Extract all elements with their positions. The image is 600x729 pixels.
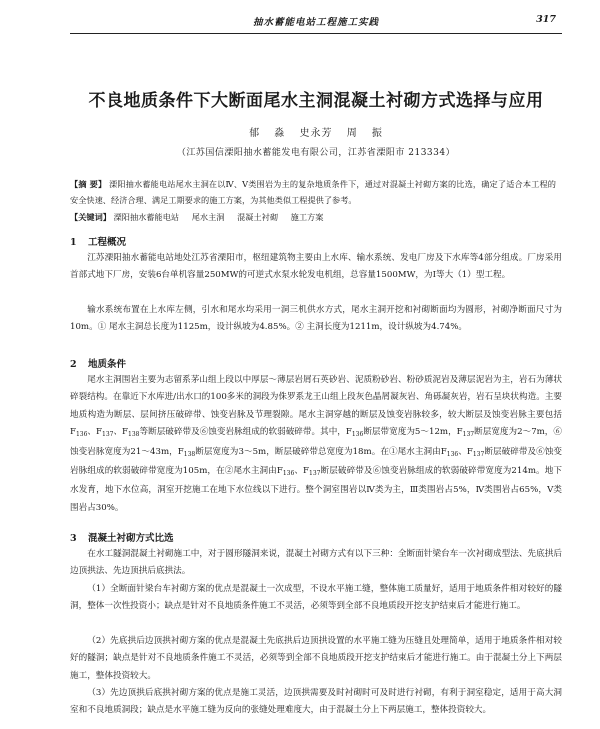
section-number: 1 <box>70 237 77 248</box>
subscript: 136 <box>75 431 88 439</box>
abstract-label: 【摘 要】 <box>70 179 107 189</box>
page-number: 317 <box>536 14 556 25</box>
paragraph: 尾水主洞围岩主要为志留系茅山组上段以中厚层～薄层岩屑石英砂岩、泥质粉砂岩、粉砂质泥岩及薄层泥岩为主，岩石为薄状碎裂结构。在靠近下水库进/出水口的100多米的洞段为侏罗系龙王山组上段灰色晶屑凝灰岩、角砾凝灰岩，岩石呈块状构造。主要地质构造为断层、层间挤压破碎带、蚀变岩脉及节理裂隙。尾水主洞穿越的断层及蚀变岩脉较多，较大断层及蚀变岩脉主要包括$F_{136}$、$F_{137}$、$F_{138}$等断层破碎带及⑥蚀变岩脉组成的软弱破碎带。其中，$F_{136}$断层带宽度为5～12m，$F_{137}$断层宽度为2～7m，⑥蚀变岩脉宽度为21～43m，$F_{138}$断层宽度为3～5m，断层破碎带总宽度为18m。在①尾水主洞由$F_{136}$、$F_{137}$断层破碎带及⑥蚀变岩脉组成的软弱破碎带宽度为105m，在②尾水主洞由$F_{136}$、$F_{137}$断层破碎带及⑥蚀变岩脉组成的软弱破碎带宽度为214m。地下水发育，地下水位高，洞室开挖施工在地下水位线以下进行。整个洞室围岩以Ⅳ类为主，Ⅲ类围岩占5%，Ⅳ类围岩占65%，Ⅴ类围岩占30%。 <box>70 375 563 513</box>
author: 周 振 <box>346 128 383 139</box>
keyword: 混凝土衬砌 <box>237 212 279 222</box>
section-number: 2 <box>70 359 77 370</box>
section-title: 混凝土衬砌方式比选 <box>88 533 174 544</box>
paragraph: （2）先底拱后边顶拱衬砌方案的优点是混凝土先底拱后边顶拱设置的水平施工缝为压缝且处理简单，适用于地质条件相对较好的隧洞；缺点是针对不良地质条件施工不灵活，必须等到全部不良地质段开挖支护结束后才能进行施工。由于混凝土分上下两层施工，整体投资较大。 <box>70 636 562 681</box>
paragraph: 输水系统布置在上水库左侧，引水和尾水均采用一洞三机供水方式，尾水主洞开挖和衬砌断面均为圆形，衬砌净断面尺寸为10m。① 尾水主洞总长度为1125m，设计纵坡为4.85%。② 主洞长度为1211m，设计纵坡为4.74%。 <box>70 305 562 333</box>
article-title: 不良地质条件下大断面尾水主洞混凝土衬砌方式选择与应用 <box>88 91 544 111</box>
section-heading <box>70 234 126 248</box>
subscript: 137 <box>309 470 321 478</box>
section-title: 工程概况 <box>88 237 127 248</box>
abstract-text: 溧阳抽水蓄能电站尾水主洞在以Ⅳ、Ⅴ类围岩为主的复杂地质条件下，通过对混凝土衬砌方案的比选，确定了适合本工程的安全快速、经济合理、满足工期要求的施工方案，为其他类似工程提供了参考。 <box>70 179 556 205</box>
keywords-label: 【关键词】 <box>70 212 111 222</box>
section-heading <box>70 356 126 370</box>
section-title: 地质条件 <box>88 359 127 370</box>
author: 史永芳 <box>299 128 333 139</box>
subscript: 138 <box>183 450 196 458</box>
subscript: 136 <box>282 470 295 478</box>
author-list <box>70 124 562 139</box>
subscript: 137 <box>462 431 475 439</box>
paragraph: （3）先边顶拱后底拱衬砌方案的优点是施工灵活，边顶拱需要及时衬砌时可及时进行衬砌，有利于洞室稳定，适用于高大洞室和不良地质洞段；缺点是水平施工缝为反向的张缝处理难度大，由于混凝土分上下两层施工，整体投资较大。 <box>70 688 562 716</box>
subscript: 138 <box>128 431 140 439</box>
running-head-title: 抽水蓄能电站工程施工实践 <box>252 17 379 28</box>
keyword: 尾水主洞 <box>191 212 225 222</box>
paragraph: （1）全断面针梁台车衬砌方案的优点是混凝土一次成型，不设水平施工缝，整体施工质量好，适用于地质条件相对较好的隧洞，整体一次性投资小；缺点是针对不良地质条件施工不灵活，必须等到全部不良地质段开挖支护结束后才能进行施工。 <box>70 584 562 612</box>
abstract <box>70 176 556 208</box>
keyword: 溧阳抽水蓄能电站 <box>113 212 180 222</box>
subscript: 137 <box>472 450 485 458</box>
section-number: 3 <box>70 533 77 544</box>
running-head <box>70 14 562 32</box>
subscript: 136 <box>446 450 459 458</box>
subscript: 137 <box>102 431 114 439</box>
paragraph: 江苏溧阳抽水蓄能电站地处江苏省溧阳市，枢纽建筑物主要由上水库、输水系统、发电厂房及下水库等4部分组成。厂房采用首部式地下厂房，安装6台单机容量250MW的可逆式水泵水轮发电机组，总容量1500MW，为Ⅰ等大（1）型工程。 <box>70 253 562 281</box>
subscript: 136 <box>351 431 364 439</box>
keywords <box>70 209 556 225</box>
section-heading <box>70 530 174 544</box>
keyword: 施工方案 <box>290 212 324 222</box>
author: 郁 淼 <box>249 128 286 139</box>
header-rule <box>70 33 562 34</box>
paragraph: 在水工隧洞混凝土衬砌施工中，对于圆形隧洞来说，混凝土衬砌方式有以下三种：全断面针梁台车一次衬砌成型法、先底拱后边顶拱法、先边顶拱后底拱法。 <box>70 549 562 577</box>
affiliation: （江苏国信溧阳抽水蓄能发电有限公司，江苏省溧阳市 213334） <box>176 148 456 158</box>
